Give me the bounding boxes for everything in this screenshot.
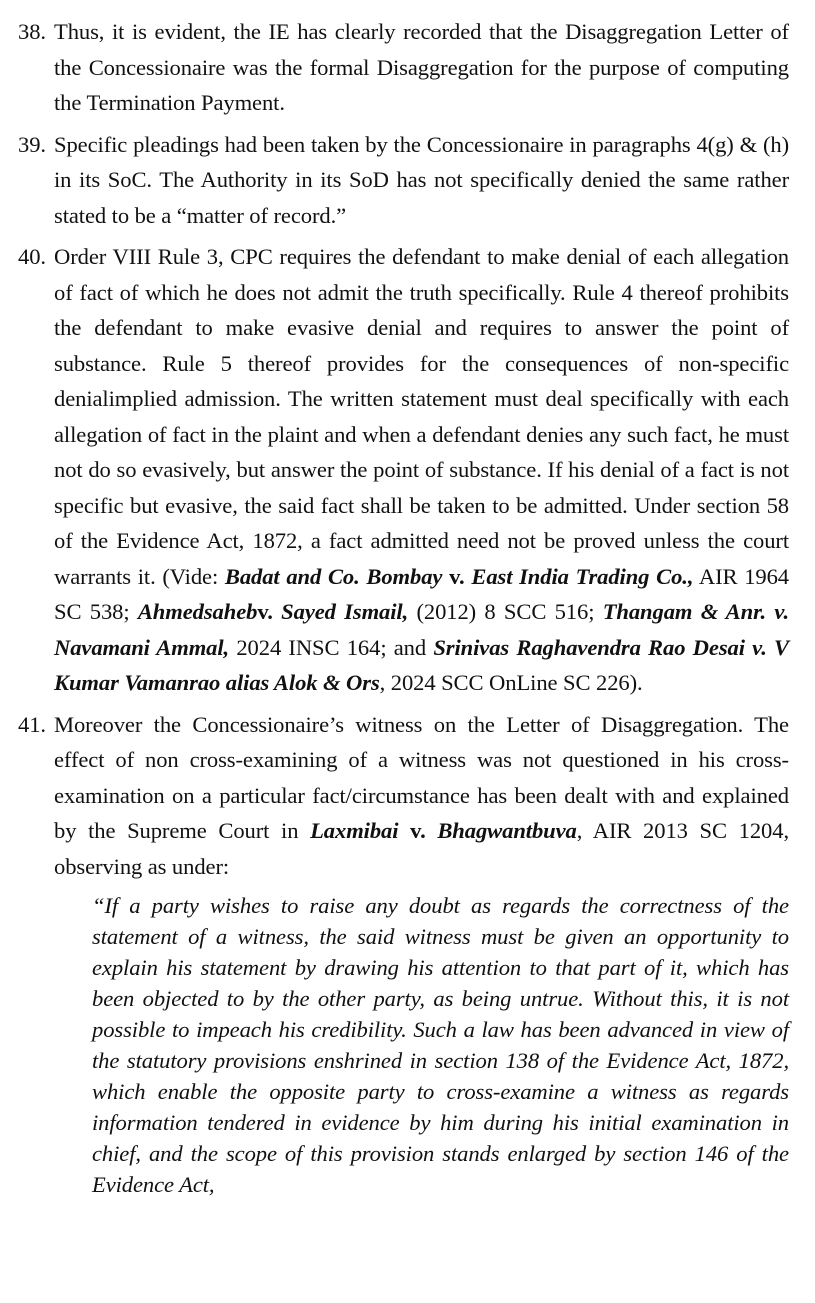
block-quote: “If a party wishes to raise any doubt as regards the correctness of the statement of a witness, the said witness must be given an opportunity to explain his statement by drawing his attention to that part of it, which has been objected to by the other party, as being untrue. Without this, it is not possible to impeach his credibility. Such a law has been advanced in view of the statutory provisions enshrined in section 138 of the Evidence Act, 1872, which enable the opposite party to cross-examine a witness as regards information tendered in evidence by him during his initial examination in chief, and the scope of this provision stands enlarged by section 146 of the Evidence Act, — [92, 893, 789, 1197]
case-name: Srinivas Raghavendra Rao Desai v. V Kumar Vamanrao alias Alok & Ors — [54, 634, 789, 695]
case-versus: v. — [257, 599, 282, 624]
citation: , AIR 2013 SC 1204, observing as under: — [54, 818, 789, 879]
paragraph-number: 40. — [18, 244, 46, 269]
paragraph-38 — [18, 14, 789, 121]
case-name: Thangam & Anr. v. Navamani Ammal, — [54, 599, 790, 660]
citation: , 2024 SCC OnLine SC 226). — [379, 670, 643, 695]
case-name: Laxmibai — [310, 818, 399, 843]
case-name: Bhagwantbuva — [437, 818, 577, 843]
case-name: Badat and Co. Bombay — [224, 563, 443, 589]
case-name: East India Trading Co., — [471, 563, 694, 589]
citation: AIR 1964 SC 538; — [54, 563, 789, 624]
paragraph-39 — [18, 127, 789, 234]
paragraph-41 — [18, 707, 789, 885]
paragraph-text: Specific pleadings had been taken by the Concessionaire in paragraphs 4(g) & (h) in its SoC. The Authority in its SoD has not specifically denied the same rather stated to be a “matter of record.” — [54, 131, 789, 228]
paragraph-40 — [18, 239, 789, 701]
citation: (2012) 8 SCC 516; — [408, 599, 603, 624]
case-name: Sayed Ismail, — [281, 599, 409, 624]
paragraph-number: 39. — [18, 131, 46, 157]
paragraph-number: 41. — [18, 711, 46, 737]
paragraph-text: Moreover the Concessionaire’s witness on the Letter of Disaggregation. The effect of non cross-examining of a witness was not questioned in his cross-examination on a particular fact/circumstance has been dealt with and explained by the Supreme Court in — [54, 711, 789, 843]
case-versus: v. — [398, 818, 438, 843]
paragraph-text: Thus, it is evident, the IE has clearly recorded that the Disaggregation Letter of the Concessionaire was the formal Disaggregation for the purpose of computing the Termination Payment. — [54, 19, 789, 115]
case-name: Ahmedsaheb — [137, 599, 258, 624]
paragraph-text: Order VIII Rule 3, CPC requires the defendant to make denial of each allegation of fact of which he does not admit the truth specifically. Rule 4 thereof prohibits the defendant to make evasive denial and requires to answer the point of substance. Rule 5 thereof provides for the consequences of non-specific denialimplied admission. The written statement must deal specifically with each allegation of fact in the plaint and when a defendant denies any such fact, he must not do so evasively, but answer the point of substance. If his denial of a fact is not specific but evasive, the said fact shall be taken to be admitted. Under section 58 of the Evidence Act, 1872, a fact admitted need not be proved unless the court warrants it. (Vide: — [54, 244, 789, 589]
case-versus: v. — [442, 563, 472, 589]
citation: 2024 INSC 164; and — [229, 634, 434, 660]
paragraph-number: 38. — [18, 19, 46, 44]
